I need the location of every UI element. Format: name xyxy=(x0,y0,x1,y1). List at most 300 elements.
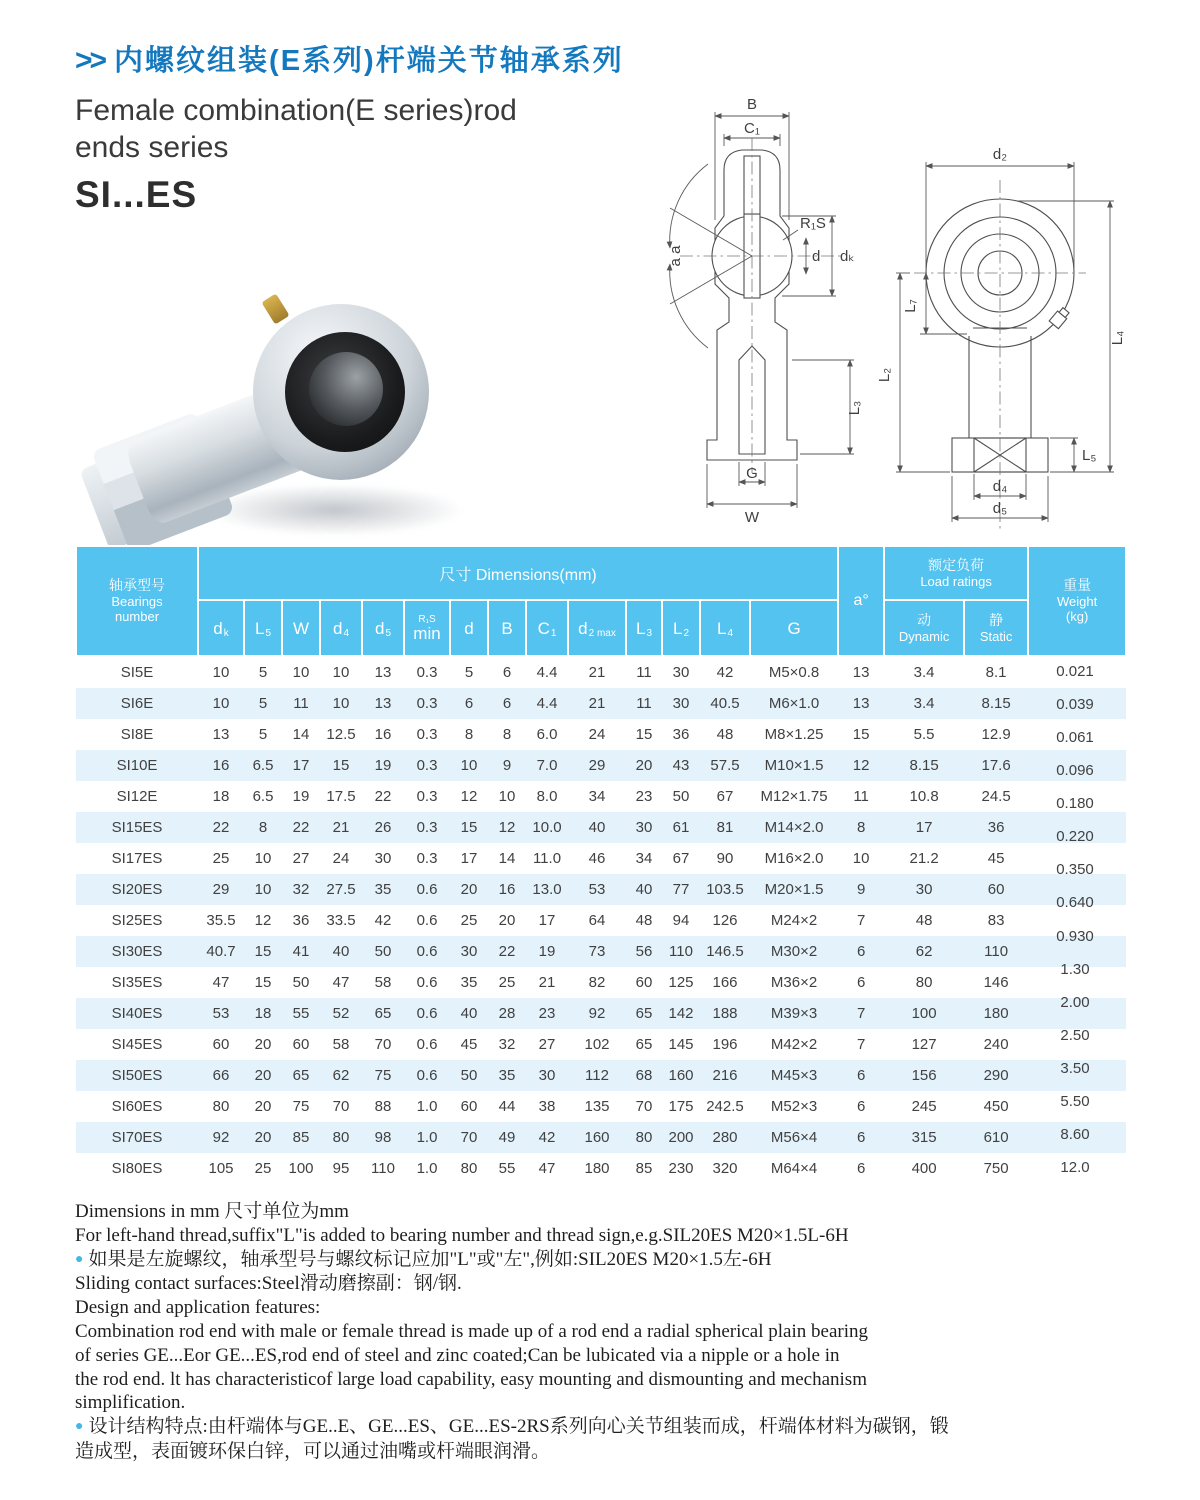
dim-value-cell: 34 xyxy=(568,781,626,812)
dim-value-cell: 10.0 xyxy=(526,812,568,843)
dim-value-cell: 68 xyxy=(626,1060,662,1091)
dim-value-cell: 56 xyxy=(626,936,662,967)
dim-value-cell: 17 xyxy=(450,843,488,874)
dim-value-cell: 25 xyxy=(488,967,526,998)
dim-value-cell: 67 xyxy=(662,843,700,874)
bearing-number-cell: SI20ES xyxy=(76,874,198,905)
dim-col-header-sub: 1 xyxy=(550,627,557,639)
dim-value-cell: 400 xyxy=(884,1153,964,1184)
dim-value-cell: 47 xyxy=(320,967,362,998)
dim-value-cell: 146.5 xyxy=(700,936,750,967)
weight-value: 0.039 xyxy=(1056,696,1094,714)
dim-value-cell: 49 xyxy=(488,1122,526,1153)
dim-value-cell: 65 xyxy=(626,1029,662,1060)
dim-value-cell: 5 xyxy=(244,719,282,750)
dim-value-cell: 47 xyxy=(526,1153,568,1184)
dim-value-cell: 0.6 xyxy=(404,905,450,936)
dim-value-cell: 3.4 xyxy=(884,656,964,688)
dim-value-cell: 50 xyxy=(282,967,320,998)
dim-value-cell: 48 xyxy=(700,719,750,750)
dim-value-cell: 6 xyxy=(488,656,526,688)
dim-label-G: G xyxy=(746,465,758,482)
dim-value-cell: 7 xyxy=(838,905,884,936)
dim-value-cell: 100 xyxy=(282,1153,320,1184)
dim-value-cell: 20 xyxy=(488,905,526,936)
bullet-icon: ● xyxy=(75,1417,84,1434)
dim-value-cell: 9 xyxy=(488,750,526,781)
dim-value-cell: 42 xyxy=(526,1122,568,1153)
bearing-number-cell: SI10E xyxy=(76,750,198,781)
dim-value-cell: 94 xyxy=(662,905,700,936)
dim-value-cell: M14×2.0 xyxy=(750,812,838,843)
spec-table xyxy=(75,545,1127,1184)
dim-value-cell: 92 xyxy=(568,998,626,1029)
dim-value-cell: 19 xyxy=(282,781,320,812)
weight-header-en: Weight xyxy=(1056,593,1098,609)
dim-col-header-sub: 4 xyxy=(343,627,350,639)
dim-value-cell: 5 xyxy=(244,688,282,719)
dim-value-cell: 0.6 xyxy=(404,967,450,998)
dim-value-cell: 45 xyxy=(964,843,1028,874)
dim-value-cell: 22 xyxy=(198,812,244,843)
dim-value-cell: 18 xyxy=(198,781,244,812)
dim-value-cell: 73 xyxy=(568,936,626,967)
dim-value-cell: 30 xyxy=(450,936,488,967)
dim-value-cell: 0.6 xyxy=(404,998,450,1029)
dim-value-cell: 60 xyxy=(450,1091,488,1122)
dim-value-cell: 26 xyxy=(362,812,404,843)
footnote-text: simplification. xyxy=(75,1392,186,1414)
dim-col-header xyxy=(700,600,750,656)
bearings-header-cn: 轴承型号 xyxy=(109,577,165,593)
dim-label-C1: C₁ xyxy=(744,120,760,137)
weight-value: 0.180 xyxy=(1056,795,1094,813)
dim-value-cell: 5 xyxy=(450,656,488,688)
dim-value-cell: 13 xyxy=(198,719,244,750)
bearing-number-cell: SI30ES xyxy=(76,936,198,967)
dim-col-header xyxy=(282,600,320,656)
dim-value-cell: 1.0 xyxy=(404,1122,450,1153)
weight-header-cn: 重量 xyxy=(1063,577,1092,593)
dim-label-d2: d₂ xyxy=(992,146,1008,163)
dim-value-cell: 19 xyxy=(362,750,404,781)
dim-col-header-top: R₁S xyxy=(418,613,436,625)
dim-col-header-base: L xyxy=(635,618,646,638)
table-row xyxy=(76,688,1126,719)
dim-value-cell: 45 xyxy=(450,1029,488,1060)
dim-col-header xyxy=(198,600,244,656)
dim-value-cell: 65 xyxy=(362,998,404,1029)
load-header-en: Load ratings xyxy=(920,573,992,589)
footnotes xyxy=(75,1200,1145,1464)
dim-col-header-base: W xyxy=(292,618,310,638)
dim-value-cell: 30 xyxy=(626,812,662,843)
dim-value-cell: 242.5 xyxy=(700,1091,750,1122)
dim-value-cell: 80 xyxy=(626,1122,662,1153)
dim-value-cell: 6.0 xyxy=(526,719,568,750)
dim-value-cell: 23 xyxy=(626,781,662,812)
page-title xyxy=(75,38,775,79)
dim-value-cell: 11 xyxy=(626,656,662,688)
dim-col-header-base: d xyxy=(578,618,588,638)
weight-value: 0.930 xyxy=(1056,927,1094,945)
dim-col-header xyxy=(362,600,404,656)
dim-value-cell: 3.4 xyxy=(884,688,964,719)
dim-value-cell: 10 xyxy=(450,750,488,781)
dim-value-cell: 43 xyxy=(662,750,700,781)
dim-value-cell: 17.5 xyxy=(320,781,362,812)
dim-value-cell: 14 xyxy=(282,719,320,750)
dim-col-header-sub: 4 xyxy=(727,627,734,639)
bullet-icon: ● xyxy=(75,1249,84,1266)
dim-value-cell: M42×2 xyxy=(750,1029,838,1060)
dim-value-cell: 6.5 xyxy=(244,781,282,812)
bearing-number-cell: SI45ES xyxy=(76,1029,198,1060)
dim-value-cell: 6 xyxy=(838,1060,884,1091)
dim-label-d4: d₄ xyxy=(992,478,1008,495)
table-row xyxy=(76,998,1126,1029)
dim-label-R1S: R₁S xyxy=(800,215,826,232)
dim-value-cell: 81 xyxy=(700,812,750,843)
col-header-load-ratings xyxy=(884,546,1028,600)
dim-value-cell: 180 xyxy=(568,1153,626,1184)
dim-value-cell: 36 xyxy=(282,905,320,936)
footnote-line xyxy=(75,1200,1145,1224)
dim-label-L2: L₂ xyxy=(876,367,893,383)
table-row xyxy=(76,719,1126,750)
dim-value-cell: 52 xyxy=(320,998,362,1029)
weight-value: 2.00 xyxy=(1060,993,1090,1011)
dim-value-cell: 64 xyxy=(568,905,626,936)
dim-value-cell: M20×1.5 xyxy=(750,874,838,905)
dim-value-cell: 16 xyxy=(362,719,404,750)
dim-col-header-base: C xyxy=(537,618,550,638)
dim-value-cell: M24×2 xyxy=(750,905,838,936)
dim-value-cell: 127 xyxy=(884,1029,964,1060)
weight-value: 0.021 xyxy=(1056,663,1094,680)
dim-value-cell: 60 xyxy=(198,1029,244,1060)
dim-col-header xyxy=(568,600,626,656)
dim-value-cell: 29 xyxy=(198,874,244,905)
table-row xyxy=(76,967,1126,998)
dim-label-dk: dₖ xyxy=(840,248,855,265)
weight-value: 0.350 xyxy=(1056,861,1094,879)
dim-value-cell: 146 xyxy=(964,967,1028,998)
dim-value-cell: 0.3 xyxy=(404,843,450,874)
dim-value-cell: 8.15 xyxy=(964,688,1028,719)
table-row xyxy=(76,1060,1126,1091)
dim-value-cell: 13 xyxy=(362,688,404,719)
dim-value-cell: 230 xyxy=(662,1153,700,1184)
dim-value-cell: 0.3 xyxy=(404,719,450,750)
table-row xyxy=(76,936,1126,967)
dim-value-cell: 20 xyxy=(244,1060,282,1091)
dim-value-cell: 38 xyxy=(526,1091,568,1122)
dim-value-cell: 65 xyxy=(626,998,662,1029)
dim-label-W: W xyxy=(744,509,760,526)
dim-value-cell: 53 xyxy=(198,998,244,1029)
dim-value-cell: 180 xyxy=(964,998,1028,1029)
dim-value-cell: 48 xyxy=(626,905,662,936)
dim-value-cell: 11.0 xyxy=(526,843,568,874)
dim-value-cell: 10 xyxy=(838,843,884,874)
dim-value-cell: 10.8 xyxy=(884,781,964,812)
dim-value-cell: 4.4 xyxy=(526,656,568,688)
dim-col-header-sub: k xyxy=(223,627,229,639)
dim-value-cell: 450 xyxy=(964,1091,1028,1122)
dim-value-cell: 4.4 xyxy=(526,688,568,719)
dim-value-cell: 82 xyxy=(568,967,626,998)
dim-value-cell: 8 xyxy=(488,719,526,750)
dim-col-header-sub: 5 xyxy=(385,627,392,639)
dim-value-cell: 8.1 xyxy=(964,656,1028,688)
col-header-dynamic-cn: 动 xyxy=(917,611,932,628)
table-row xyxy=(76,843,1126,874)
footnote-text: 造成型，表面镀环保白锌，可以通过油嘴或杆端眼润滑。 xyxy=(75,1440,551,1462)
dim-value-cell: 188 xyxy=(700,998,750,1029)
dim-value-cell: 0.3 xyxy=(404,812,450,843)
footnote-line xyxy=(75,1296,1145,1320)
weight-value: 12.0 xyxy=(1060,1158,1090,1176)
dim-value-cell: 11 xyxy=(282,688,320,719)
dim-value-cell: M5×0.8 xyxy=(750,656,838,688)
dim-value-cell: 40.5 xyxy=(700,688,750,719)
weight-header-kg: (kg) xyxy=(1065,609,1089,625)
dim-value-cell: 1.0 xyxy=(404,1153,450,1184)
dim-value-cell: M56×4 xyxy=(750,1122,838,1153)
dim-value-cell: 27 xyxy=(526,1029,568,1060)
dim-col-header-base: min xyxy=(413,623,441,643)
col-header-angle xyxy=(838,546,884,656)
dim-value-cell: 16 xyxy=(488,874,526,905)
footnote-line xyxy=(75,1440,1145,1464)
dim-value-cell: 6.5 xyxy=(244,750,282,781)
dim-value-cell: 13.0 xyxy=(526,874,568,905)
dim-value-cell: 15 xyxy=(244,967,282,998)
dim-label-L7: L₇ xyxy=(902,299,919,313)
footnote-text: 设计结构特点:由杆端体与GE..E、GE...ES、GE...ES-2RS系列向心关节组装而成，杆端体材料为碳钢，锻 xyxy=(88,1416,949,1438)
dim-value-cell: 19 xyxy=(526,936,568,967)
load-header-cn: 额定负荷 xyxy=(928,556,985,573)
dim-value-cell: 48 xyxy=(884,905,964,936)
dim-value-cell: 102 xyxy=(568,1029,626,1060)
col-header-bearings xyxy=(76,546,198,656)
dim-col-header xyxy=(626,600,662,656)
dim-value-cell: 21.2 xyxy=(884,843,964,874)
bearing-number-cell: SI17ES xyxy=(76,843,198,874)
dim-value-cell: 50 xyxy=(450,1060,488,1091)
dim-value-cell: 62 xyxy=(884,936,964,967)
table-row xyxy=(76,1122,1126,1153)
dim-value-cell: 20 xyxy=(244,1091,282,1122)
dim-value-cell: 57.5 xyxy=(700,750,750,781)
dim-value-cell: 15 xyxy=(626,719,662,750)
dim-value-cell: 10 xyxy=(488,781,526,812)
dim-value-cell: 0.3 xyxy=(404,750,450,781)
dim-value-cell: 95 xyxy=(320,1153,362,1184)
dim-col-header-sub: 2 xyxy=(683,627,690,639)
dim-value-cell: 13 xyxy=(362,656,404,688)
dim-value-cell: 1.0 xyxy=(404,1091,450,1122)
dim-value-cell: 80 xyxy=(450,1153,488,1184)
dim-value-cell: 29 xyxy=(568,750,626,781)
dim-value-cell: 92 xyxy=(198,1122,244,1153)
weight-value: 5.50 xyxy=(1060,1092,1090,1110)
dim-value-cell: 5 xyxy=(244,656,282,688)
dim-value-cell: 142 xyxy=(662,998,700,1029)
dim-value-cell: M10×1.5 xyxy=(750,750,838,781)
dim-value-cell: 30 xyxy=(526,1060,568,1091)
dim-value-cell: 103.5 xyxy=(700,874,750,905)
bearing-number-cell: SI25ES xyxy=(76,905,198,936)
subtitle-line-1: Female combination(E series)rod xyxy=(75,94,517,127)
dim-value-cell: M8×1.25 xyxy=(750,719,838,750)
dim-value-cell: 46 xyxy=(568,843,626,874)
dim-value-cell: 290 xyxy=(964,1060,1028,1091)
dim-value-cell: 55 xyxy=(282,998,320,1029)
dim-value-cell: 98 xyxy=(362,1122,404,1153)
photo-hole xyxy=(309,352,383,426)
dim-value-cell: 33.5 xyxy=(320,905,362,936)
weight-value: 8.60 xyxy=(1060,1125,1090,1143)
dim-value-cell: 110 xyxy=(662,936,700,967)
series-code: SI...ES xyxy=(75,174,198,216)
dim-value-cell: 60 xyxy=(964,874,1028,905)
footnote-text: of series GE...Eor GE...ES,rod end of steel and zinc coated;Can be lubicated via a nipple or a hole in xyxy=(75,1344,840,1366)
bearing-number-cell: SI70ES xyxy=(76,1122,198,1153)
dim-value-cell: 21 xyxy=(568,688,626,719)
product-photo xyxy=(95,262,495,557)
weight-value: 2.50 xyxy=(1060,1026,1090,1044)
dim-value-cell: 126 xyxy=(700,905,750,936)
dim-value-cell: 145 xyxy=(662,1029,700,1060)
dim-value-cell: 0.6 xyxy=(404,874,450,905)
bearings-header-en2: number xyxy=(114,609,160,625)
dim-value-cell: 66 xyxy=(198,1060,244,1091)
dim-value-cell: 200 xyxy=(662,1122,700,1153)
dim-value-cell: 12.9 xyxy=(964,719,1028,750)
footnote-text: Dimensions in mm 尺寸单位为mm xyxy=(75,1201,349,1222)
table-row xyxy=(76,874,1126,905)
dim-value-cell: 125 xyxy=(662,967,700,998)
dim-value-cell: 10 xyxy=(320,688,362,719)
footnote-line xyxy=(75,1320,1145,1344)
bearing-number-cell: SI15ES xyxy=(76,812,198,843)
table-row xyxy=(76,781,1126,812)
dim-value-cell: 44 xyxy=(488,1091,526,1122)
dim-value-cell: 5.5 xyxy=(884,719,964,750)
dim-value-cell: 83 xyxy=(964,905,1028,936)
dim-col-header xyxy=(450,600,488,656)
dim-col-header xyxy=(320,600,362,656)
dim-value-cell: 166 xyxy=(700,967,750,998)
col-header-weight xyxy=(1028,546,1126,656)
page-title-cn: 内螺纹组装(E系列)杆端关节轴承系列 xyxy=(114,45,624,77)
dim-value-cell: 23 xyxy=(526,998,568,1029)
footnote-text: Combination rod end with male or female thread is made up of a rod end a radial spherical plain bearing xyxy=(75,1320,868,1342)
dim-value-cell: 8 xyxy=(838,812,884,843)
dim-value-cell: 42 xyxy=(362,905,404,936)
dim-value-cell: 9 xyxy=(838,874,884,905)
dim-value-cell: 22 xyxy=(488,936,526,967)
weight-column-values xyxy=(1027,662,1123,1178)
dim-value-cell: 315 xyxy=(884,1122,964,1153)
bearing-number-cell: SI12E xyxy=(76,781,198,812)
dim-value-cell: 110 xyxy=(362,1153,404,1184)
table-row xyxy=(76,656,1126,688)
dim-value-cell: 35 xyxy=(450,967,488,998)
dim-col-header xyxy=(750,600,838,656)
chevron-icon: >> xyxy=(75,44,105,77)
table-row xyxy=(76,812,1126,843)
dim-value-cell: 12 xyxy=(244,905,282,936)
dim-value-cell: 20 xyxy=(244,1029,282,1060)
footnote-text: 如果是左旋螺纹，轴承型号与螺纹标记应加"L"或"左",例如:SIL20ES M20×1.5左-6H xyxy=(88,1248,772,1270)
col-header-dimensions xyxy=(198,546,838,600)
dim-value-cell: 80 xyxy=(320,1122,362,1153)
dim-value-cell: 62 xyxy=(320,1060,362,1091)
bearings-header-en1: Bearings xyxy=(111,593,163,609)
dim-value-cell: 10 xyxy=(282,656,320,688)
dim-value-cell: 50 xyxy=(362,936,404,967)
dim-value-cell: 60 xyxy=(626,967,662,998)
dim-value-cell: 40.7 xyxy=(198,936,244,967)
dim-col-header-base: G xyxy=(787,618,801,638)
dim-value-cell: 75 xyxy=(362,1060,404,1091)
dim-value-cell: 70 xyxy=(626,1091,662,1122)
dim-value-cell: 8.15 xyxy=(884,750,964,781)
dim-value-cell: 12 xyxy=(488,812,526,843)
bearing-number-cell: SI80ES xyxy=(76,1153,198,1184)
dim-value-cell: 40 xyxy=(626,874,662,905)
dim-value-cell: 750 xyxy=(964,1153,1028,1184)
dim-value-cell: 160 xyxy=(568,1122,626,1153)
footnote-text: Sliding contact surfaces:Steel滑动磨擦副：钢/钢. xyxy=(75,1273,462,1295)
footnote-line xyxy=(75,1224,1145,1248)
footnote-line xyxy=(75,1391,1145,1415)
dim-value-cell: 40 xyxy=(320,936,362,967)
col-header-dynamic xyxy=(884,600,964,656)
dim-col-header-base: L xyxy=(672,618,683,638)
dim-value-cell: 10 xyxy=(244,874,282,905)
table-row xyxy=(76,1029,1126,1060)
dim-value-cell: 18 xyxy=(244,998,282,1029)
dim-value-cell: 65 xyxy=(282,1060,320,1091)
weight-value: 0.640 xyxy=(1056,894,1094,912)
dim-label-d: d xyxy=(812,248,821,265)
weight-value: 3.50 xyxy=(1060,1059,1090,1077)
dim-col-header-sub: 5 xyxy=(265,627,272,639)
dim-value-cell: 80 xyxy=(198,1091,244,1122)
dim-value-cell: 17 xyxy=(526,905,568,936)
dim-value-cell: 32 xyxy=(282,874,320,905)
dim-value-cell: 110 xyxy=(964,936,1028,967)
dim-label-L4: L₄ xyxy=(1109,330,1126,346)
dim-value-cell: 55 xyxy=(488,1153,526,1184)
dim-value-cell: 6 xyxy=(838,1122,884,1153)
dim-value-cell: 6 xyxy=(838,967,884,998)
dim-value-cell: 11 xyxy=(838,781,884,812)
dim-value-cell: 15 xyxy=(244,936,282,967)
dim-value-cell: 7.0 xyxy=(526,750,568,781)
dim-value-cell: M52×3 xyxy=(750,1091,838,1122)
col-header-static xyxy=(964,600,1028,656)
dim-value-cell: 22 xyxy=(362,781,404,812)
dim-value-cell: 216 xyxy=(700,1060,750,1091)
dim-col-header-base: d xyxy=(332,618,343,638)
dim-value-cell: 12 xyxy=(450,781,488,812)
dimensions-header-label: 尺寸 Dimensions(mm) xyxy=(439,566,597,584)
